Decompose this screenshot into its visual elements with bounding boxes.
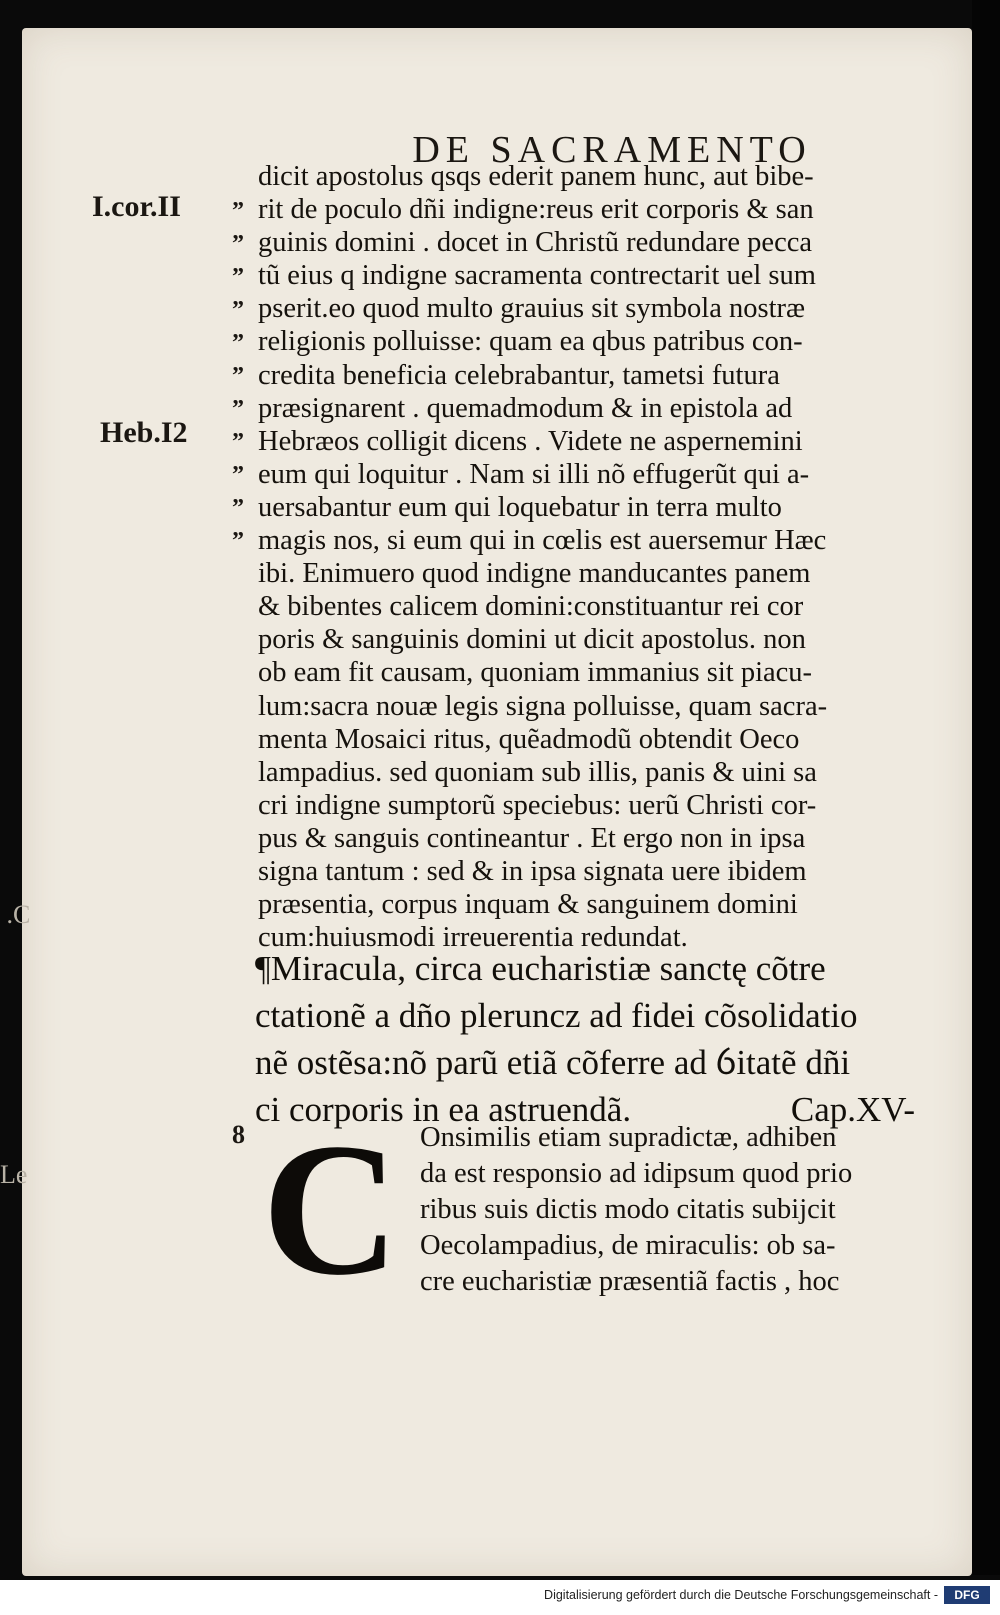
quote-mark: ” — [232, 231, 244, 257]
text-line: Oecolampadius, de miraculis: ob sa- — [420, 1230, 836, 1261]
text-line: rit de poculo dñi indigne:reus erit corporis & san — [258, 194, 814, 226]
text-line: signa tantum : sed & in ipsa signata uere ibidem — [258, 855, 807, 887]
text-line: Hebræos colligit dicens . Videte ne aspernemini — [258, 425, 803, 457]
text-line: pserit.eo quod multo grauius sit symbola nostræ — [258, 293, 806, 325]
quote-mark: ” — [232, 528, 244, 554]
footer-bar — [0, 1580, 1000, 1615]
quote-mark: ” — [232, 297, 244, 323]
spine-bleed — [0, 860, 31, 1280]
margin-note-corinthians: I.cor.II — [92, 190, 181, 223]
dfg-logo-icon: DFG — [944, 1586, 990, 1604]
drop-cap-initial: C — [262, 1105, 400, 1315]
chapter-heading-line: nẽ ostẽsa:nõ parũ etiã cõferre ad ỽitatẽ dñi — [255, 1043, 851, 1082]
text-line: præsignarent . quemadmodum & in epistola ad — [258, 392, 793, 424]
text-line: magis nos, si eum qui in cœlis est auersemur Hæc — [258, 525, 827, 557]
quote-mark: ” — [232, 429, 244, 455]
text-line: dicit apostolus qsqs ederit panem hunc, aut bibe- — [258, 161, 814, 192]
text-line: guinis domini . docet in Christũ redundare pecca — [258, 227, 813, 259]
quote-mark: ” — [232, 396, 244, 422]
spine-fragment: Le — [0, 1160, 28, 1189]
text-line: credita beneficia celebrabantur, tametsi futura — [258, 359, 780, 391]
margin-note-hebrews: Heb.I2 — [100, 416, 188, 449]
quote-mark: ” — [232, 198, 244, 224]
text-line: cri indigne sumptorũ speciebus: uerũ Christi cor- — [258, 789, 817, 821]
quote-mark: ” — [232, 495, 244, 521]
text-line: uersabantur eum qui loquebatur in terra multo — [258, 491, 782, 523]
text-line: eum qui loquitur . Nam si illi nõ effugerũt qui a- — [258, 458, 810, 490]
text-line: religionis polluisse: quam ea qbus patribus con- — [258, 326, 803, 358]
quote-mark: ” — [232, 330, 244, 356]
text-line: pus & sanguis contineantur . Et ergo non in ipsa — [258, 822, 806, 854]
text-line: poris & sanguinis domini ut dicit apostolus. non — [258, 624, 806, 656]
text-line: ibi. Enimuero quod indigne manducantes panem — [258, 558, 811, 590]
chapter-heading-line: ctationẽ a dño pleruncz ad fidei cõsolidatio — [255, 996, 858, 1035]
spine-fragment: .C — [0, 900, 31, 929]
text-line: ribus suis dictis modo citatis subijcit — [420, 1194, 836, 1225]
footer-credit: Digitalisierung gefördert durch die Deutsche Forschungsgemeinschaft - — [544, 1588, 938, 1602]
running-head: DE SACRAMENTO — [412, 129, 812, 171]
signature-mark: 8 — [232, 1120, 245, 1149]
text-line: lum:sacra nouæ legis signa polluisse, quam sacra- — [258, 690, 828, 722]
quote-mark: ” — [232, 462, 244, 488]
text-line: cum:huiusmodi irreuerentia redundat. — [258, 922, 688, 954]
chapter-heading-line: ¶Miracula, circa eucharistiæ sanctę cõtre — [255, 949, 826, 988]
quote-mark: ” — [232, 264, 244, 290]
text-line: Onsimilis etiam supradictæ, adhiben — [420, 1122, 837, 1153]
quote-mark: ” — [232, 363, 244, 389]
text-line: cre eucharistiæ præsentiã factis , hoc — [420, 1266, 840, 1297]
text-line: lampadius. sed quoniam sub illis, panis & uini sa — [258, 756, 817, 788]
text-line: præsentia, corpus inquam & sanguinem domini — [258, 889, 798, 921]
text-line: da est responsio ad idipsum quod prio — [420, 1158, 853, 1189]
body-text — [258, 160, 948, 954]
text-line: menta Mosaici ritus, quẽadmodũ obtendit Oeco — [258, 723, 800, 755]
text-line: tũ eius q indigne sacramenta contrectarit uel sum — [258, 260, 816, 292]
chapter-number: Cap.XV- — [790, 1090, 915, 1129]
text-line: & bibentes calicem domini:constituantur rei cor — [258, 591, 804, 623]
closing-paragraph — [420, 1120, 940, 1300]
page-edge-shadow — [972, 0, 1000, 1575]
text-line: ob eam fit causam, quoniam immanius sit piacu- — [258, 657, 813, 689]
chapter-heading-line-text: ci corporis in ea astruendã. — [255, 1090, 632, 1129]
